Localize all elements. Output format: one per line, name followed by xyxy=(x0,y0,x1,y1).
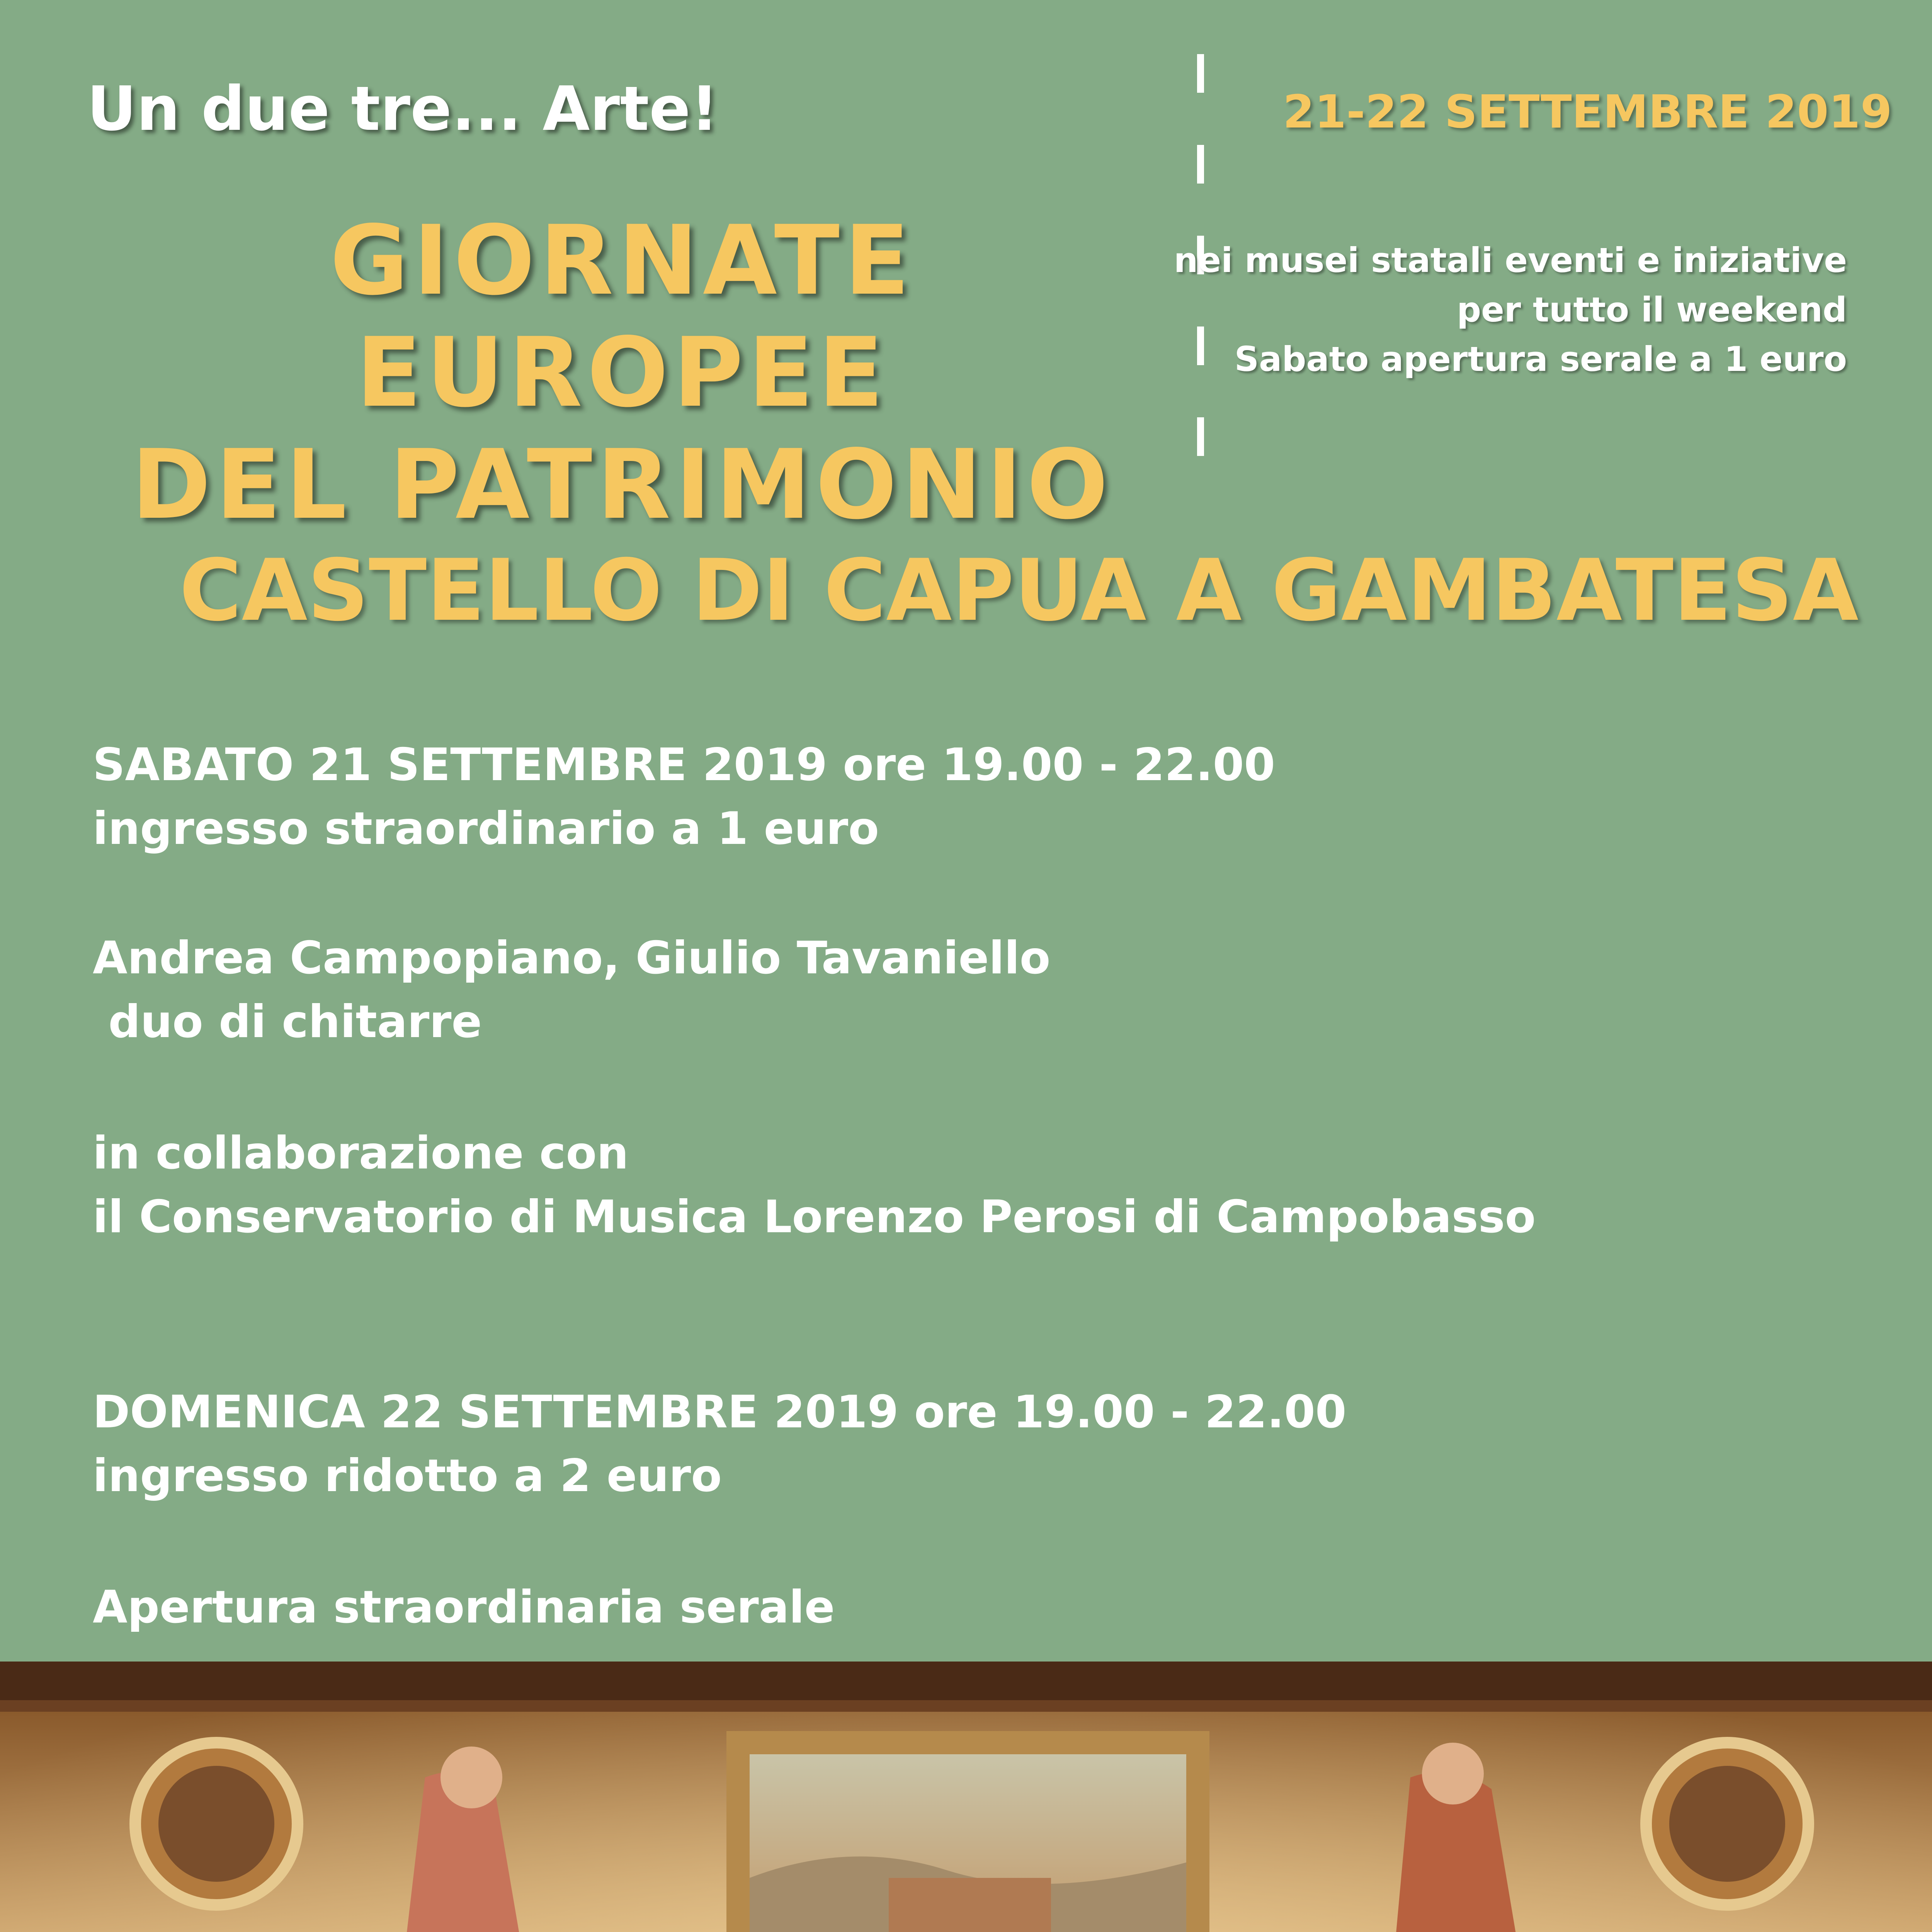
saturday-entry: ingresso straordinario a 1 euro xyxy=(93,803,879,855)
saturday-date: SABATO 21 SETTEMBRE 2019 ore 19.00 - 22.00 xyxy=(93,739,1276,791)
sunday-entry: ingresso ridotto a 2 euro xyxy=(93,1450,722,1502)
collaboration-intro: in collaborazione con xyxy=(93,1127,629,1179)
note-line-2: per tutto il weekend xyxy=(1457,290,1847,330)
tagline: Un due tre... Arte! xyxy=(87,73,719,145)
venue-name: CASTELLO DI CAPUA A GAMBATESA xyxy=(179,541,1859,640)
event-notes xyxy=(1074,236,1847,384)
performers-role: duo di chitarre xyxy=(93,996,482,1048)
note-line-1: nei musei statali eventi e iniziative xyxy=(1173,240,1847,280)
event-dates: 21-22 SETTEMBRE 2019 xyxy=(1283,85,1892,138)
note-line-3: Sabato apertura serale a 1 euro xyxy=(1234,339,1847,379)
fresco-hall-photo xyxy=(0,1662,1932,1932)
collaboration-partner: il Conservatorio di Musica Lorenzo Perosi di Campobasso xyxy=(93,1191,1536,1243)
performers-names: Andrea Campopiano, Giulio Tavaniello xyxy=(93,932,1051,984)
event-title-line-1: GIORNATE EUROPEE xyxy=(330,205,915,429)
sunday-date: DOMENICA 22 SETTEMBRE 2019 ore 19.00 - 22.00 xyxy=(93,1386,1347,1438)
event-title-line-2: DEL PATRIMONIO xyxy=(131,429,1113,541)
closing-note: Apertura straordinaria serale xyxy=(93,1581,835,1633)
event-title xyxy=(77,205,1167,541)
